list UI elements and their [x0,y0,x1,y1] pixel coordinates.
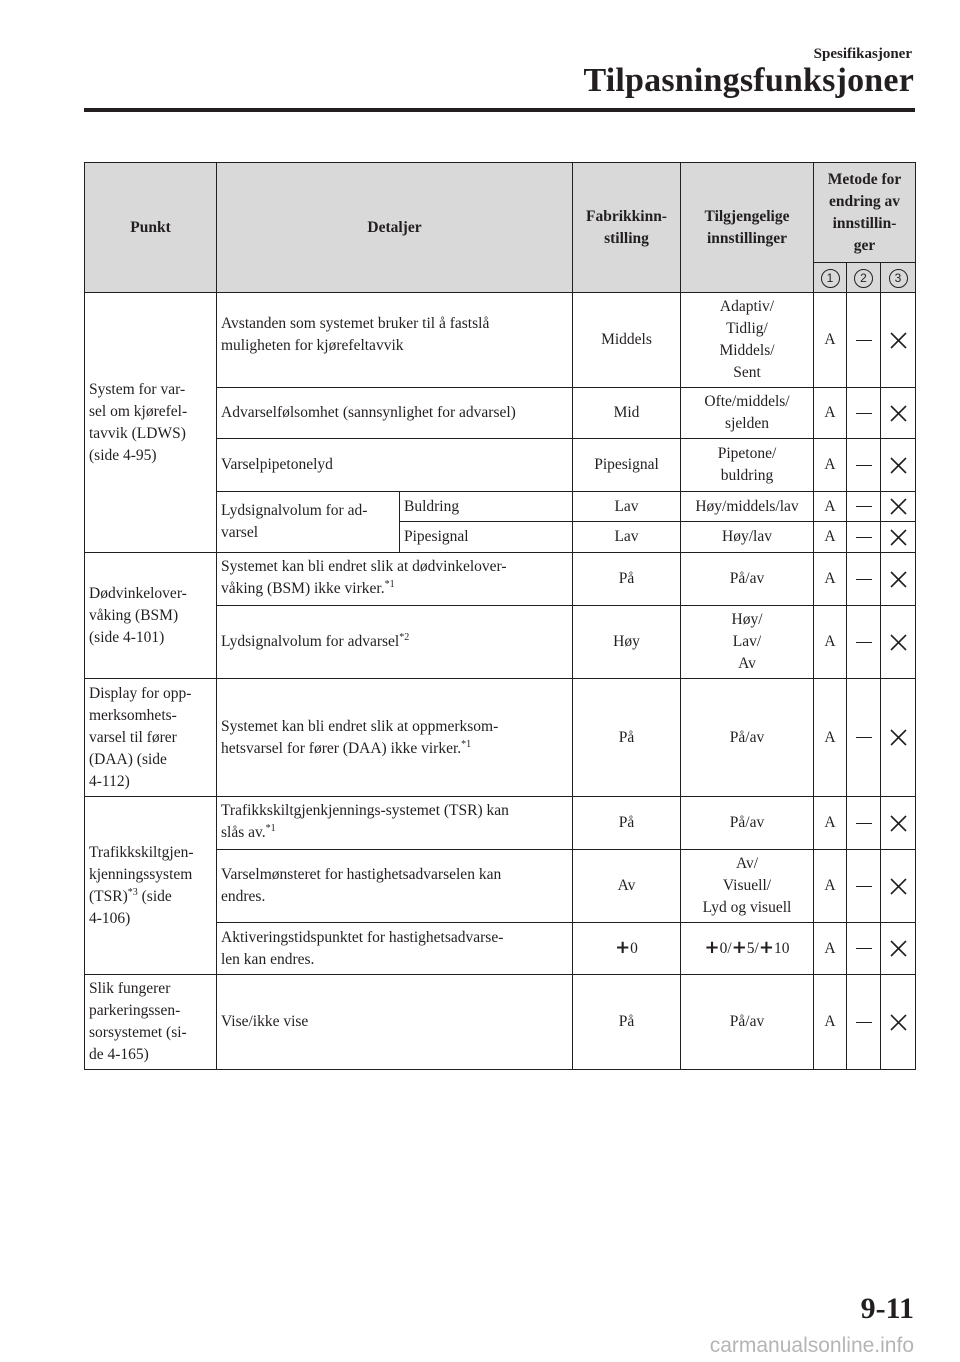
plus-icon: + [731,937,747,958]
method-1-circle: 1 [821,269,840,288]
row-fabrikk: På [573,975,681,1070]
row-detaljer: Systemet kan bli endret slik at oppmerksom- hetsvarsel for fører (DAA) ikke virker. [221,717,499,757]
footnote-mark: *2 [399,631,410,643]
method-2-circle: 2 [854,269,873,288]
cross-icon [890,815,907,832]
row-metode-a: A [814,553,847,606]
footnote-mark: *1 [265,822,276,834]
row-punkt-daa: Display for opp- merksomhets- varsel til fører (DAA) (side 4-112) [85,679,217,797]
dash-icon [856,642,872,643]
row-metode-a: A [814,850,847,923]
row-detaljer: Lydsignalvolum for advarsel [221,633,400,650]
row-tilgjengelige: Pipetone/ buldring [681,439,814,492]
dash-icon [856,465,872,466]
row-sub: Buldring [400,492,573,522]
row-fabrikk: På [573,553,681,606]
cross-icon [890,878,907,895]
row-tilgjengelige: Ofte/middels/ sjelden [681,388,814,439]
row-detaljer: Varselmønsteret for hastighetsadvarselen kan endres. [217,850,573,923]
row-tilgjengelige: Høy/middels/lav [681,492,814,522]
cross-icon [890,529,907,546]
row-detaljer: Advarselfølsomhet (sannsynlighet for advarsel) [217,388,573,439]
row-metode-a: A [814,923,847,975]
row-tilgjengelige: Høy/ Lav/ Av [681,606,814,679]
cross-icon [890,940,907,957]
row-tilgjengelige-3: 10 [773,940,790,957]
row-tilgjengelige: På/av [681,797,814,850]
page-title: Tilpasningsfunksjoner [583,62,914,99]
dash-icon [856,340,872,341]
row-detaljer: Lydsignalvolum for ad- varsel [217,492,400,553]
row-metode-a: A [814,492,847,522]
row-punkt-parking: Slik fungerer parkeringssen- sorsystemet (si- de 4-165) [85,975,217,1070]
row-punkt-bsm: Dødvinkelover- våking (BSM) (side 4-101) [85,553,217,679]
page-number: 9-11 [860,1292,914,1325]
row-detaljer: Systemet kan bli endret slik at dødvinkelover- våking (BSM) ikke virker. [221,558,507,597]
row-detaljer: Varselpipetonelyd [217,439,573,492]
dash-icon [856,886,872,887]
table-row [85,797,916,850]
dash-icon [856,823,872,824]
row-metode-a: A [814,293,847,388]
cross-icon [890,729,907,746]
row-detaljer: Trafikkskiltgjenkjennings-systemet (TSR) kan slås av. [221,802,509,841]
row-metode-a: A [814,522,847,553]
footnote-mark: *1 [461,738,472,750]
cross-icon [890,1014,907,1031]
row-tilgjengelige: Adaptiv/ Tidlig/ Middels/ Sent [681,293,814,388]
dash-icon [856,537,872,538]
row-fabrikk: Høy [573,606,681,679]
row-fabrikk: På [573,797,681,850]
footnote-mark: *3 [127,886,138,898]
dash-icon [856,579,872,580]
dash-icon [856,948,872,949]
row-tilgjengelige: Av/ Visuell/ Lyd og visuell [681,850,814,923]
row-punkt-ldws: System for var- sel om kjørefel- tavvik (LDWS) (side 4-95) [85,293,217,553]
row-metode-a: A [814,388,847,439]
row-tilgjengelige: Høy/lav [681,522,814,553]
header-metode: Metode for endring av innstillin- ger [814,163,916,263]
plus-icon: + [758,937,774,958]
row-tilgjengelige: På/av [681,975,814,1070]
row-fabrikk: Pipesignal [573,439,681,492]
row-tilgjengelige-1: 0/ [719,940,732,957]
cross-icon [890,571,907,588]
customization-table [84,162,916,1070]
row-fabrikk: Mid [573,388,681,439]
cross-icon [890,332,907,349]
dash-icon [856,413,872,414]
row-detaljer: Avstanden som systemet bruker til å fastslå muligheten for kjørefeltavvik [217,293,573,388]
row-metode-a: A [814,797,847,850]
table-row [85,679,916,797]
title-rule [84,108,915,112]
row-detaljer: Aktiveringstidspunktet for hastighetsadvarse- len kan endres. [217,923,573,975]
row-fabrikk: 0 [630,940,638,957]
row-tilgjengelige: På/av [681,679,814,797]
plus-icon: + [615,937,631,958]
row-fabrikk: Lav [573,522,681,553]
row-tilgjengelige-2: 5/ [746,940,759,957]
row-sub: Pipesignal [400,522,573,553]
plus-icon: + [704,937,720,958]
dash-icon [856,737,872,738]
header-tilgjengelige: Tilgjengelige innstillinger [681,163,814,293]
row-fabrikk: Middels [573,293,681,388]
table-row [85,293,916,388]
row-punkt-tsr: Trafikkskiltgjen- kjenningssystem (TSR) [89,843,194,905]
watermark: carmanualsonline.info [709,1334,914,1357]
cross-icon [890,498,907,515]
row-punkt-tsr-page: (side 4-106) [89,887,172,927]
cross-icon [890,457,907,474]
dash-icon [856,506,872,507]
row-detaljer: Vise/ikke vise [217,975,573,1070]
header-punkt: Punkt [85,163,217,293]
row-metode-a: A [814,606,847,679]
method-3-circle: 3 [889,269,908,288]
row-tilgjengelige: På/av [681,553,814,606]
row-fabrikk: På [573,679,681,797]
header-detaljer: Detaljer [217,163,573,293]
table-row [85,975,916,1070]
row-metode-a: A [814,679,847,797]
table-row [85,553,916,606]
dash-icon [856,1022,872,1023]
row-fabrikk: Lav [573,492,681,522]
cross-icon [890,405,907,422]
section-label: Spesifikasjoner [813,46,912,62]
footnote-mark: *1 [384,578,395,590]
row-fabrikk: Av [573,850,681,923]
row-metode-a: A [814,439,847,492]
row-metode-a: A [814,975,847,1070]
cross-icon [890,634,907,651]
header-fabrikk: Fabrikkinn- stilling [573,163,681,293]
